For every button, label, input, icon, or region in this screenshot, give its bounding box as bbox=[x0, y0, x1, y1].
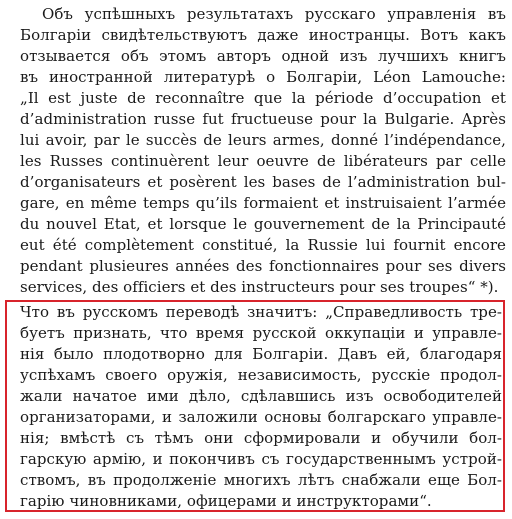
text-line: services, des officiers et des instructeurs pour ses troupes“ *). bbox=[20, 278, 499, 296]
text-line: du nouvel Etat, et lorsque le gouvernement de la Principauté bbox=[20, 215, 506, 233]
text-line: жали начатое ими дѣло, сдѣлавшись изъ освободителей bbox=[20, 387, 502, 405]
text-line: нія было плодотворно для Болгаріи. Давъ ей, благодаря bbox=[20, 345, 502, 363]
text-line: d’organisateurs et posèrent les bases de l’administration bul- bbox=[20, 173, 506, 191]
text-line: организаторами, и заложили основы болгарскаго управле- bbox=[20, 408, 502, 426]
text-line: ствомъ, въ продолженіе многихъ лѣтъ снабжали еще Бол- bbox=[20, 471, 502, 489]
text-line: d’administration russe fut fructueuse pour la Bulgarie. Après bbox=[20, 110, 506, 128]
text-line: гарскую армію, и покончивъ съ государственнымъ устрой- bbox=[20, 450, 502, 468]
text-line: les Russes continuèrent leur oeuvre de libérateurs par celle bbox=[20, 152, 506, 170]
text-line: eut été complètement constitué, la Russie lui fournit encore bbox=[20, 236, 506, 254]
text-line: въ иностранной литературѣ о Болгаріи, Léon Lamouche: bbox=[20, 68, 506, 86]
text-line: успѣхамъ своего оружія, независимость, русскіе продол- bbox=[20, 366, 502, 384]
text-line: гарію чиновниками, офицерами и инструкторами“. bbox=[20, 492, 432, 510]
text-line: буетъ признать, что время русской оккупаціи и управле- bbox=[20, 324, 502, 342]
text-line: pendant plusieures années des fonctionnaires pour ses divers bbox=[20, 257, 506, 275]
text-line: gare, en même temps qu’ils formaient et instruisaient l’armée bbox=[20, 194, 506, 212]
text-line: „Il est juste de reconnaître que la période d’occupation et bbox=[20, 89, 506, 107]
text-line: нія; вмѣстѣ съ тѣмъ они сформировали и обучили бол- bbox=[20, 429, 502, 447]
text-line: Болгаріи свидѣтельствуютъ даже иностранцы. Вотъ какъ bbox=[20, 26, 506, 44]
text-line: Что въ русскомъ переводѣ значитъ: „Справедливость тре- bbox=[20, 303, 502, 321]
text-line: Объ успѣшныхъ результатахъ русскаго управленія въ bbox=[42, 5, 506, 23]
text-line: lui avoir, par le succès de leurs armes, donné l’indépendance, bbox=[20, 131, 506, 149]
text-line: отзывается объ этомъ авторъ одной изъ лучшихъ книгъ bbox=[20, 47, 506, 65]
